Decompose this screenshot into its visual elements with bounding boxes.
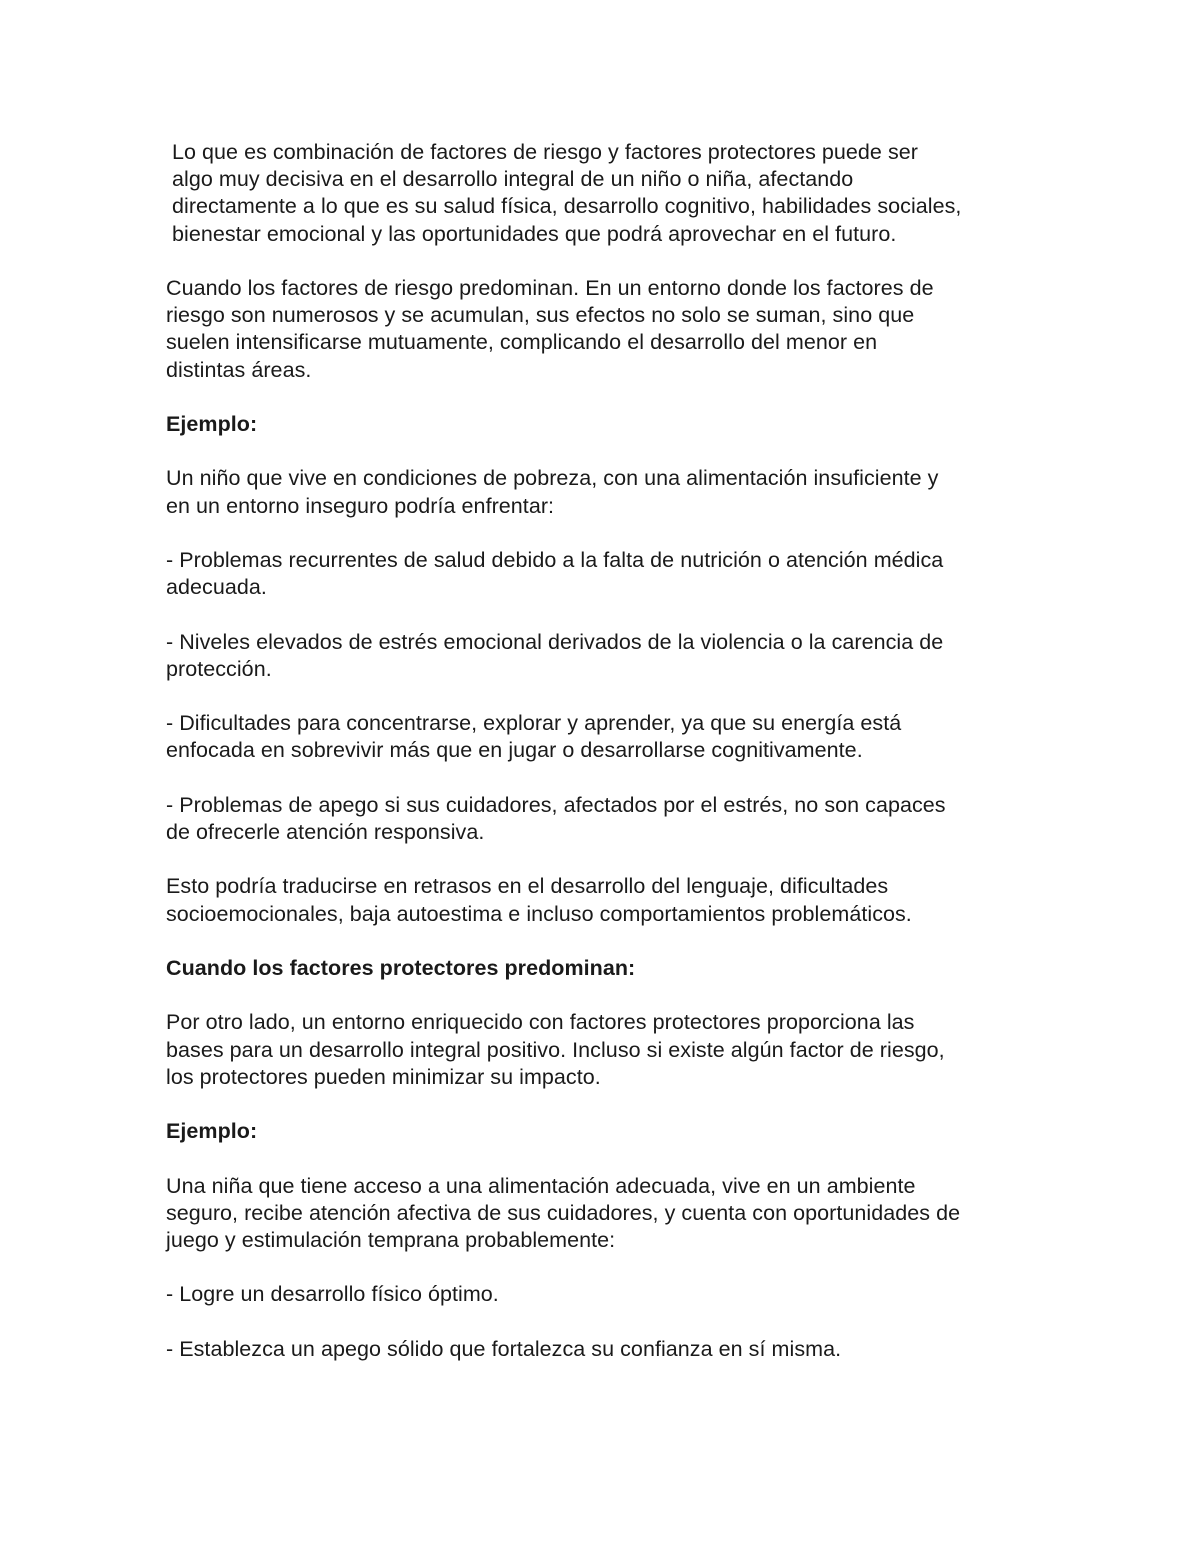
- text-line: juego y estimulación temprana probablemente:: [166, 1227, 616, 1252]
- example-heading-2: Ejemplo:: [166, 1119, 258, 1144]
- example-1-paragraph: [166, 465, 1046, 519]
- list-item: [166, 547, 1046, 601]
- intro-paragraph: [166, 139, 1046, 248]
- text-line: - Niveles elevados de estrés emocional derivados de la violencia o la carencia de: [166, 629, 944, 654]
- consequences-paragraph: [166, 873, 1046, 927]
- text-line: Lo que es combinación de factores de riesgo y factores protectores puede ser: [172, 140, 918, 164]
- list-item: [166, 710, 1046, 764]
- text-line: socioemocionales, baja autoestima e incluso comportamientos problemáticos.: [166, 901, 912, 926]
- text-line: Un niño que vive en condiciones de pobreza, con una alimentación insuficiente y: [166, 466, 939, 491]
- text-line: suelen intensificarse mutuamente, complicando el desarrollo del menor en: [166, 330, 878, 355]
- text-line: directamente a lo que es su salud física, desarrollo cognitivo, habilidades sociales,: [172, 194, 962, 219]
- text-line: en un entorno inseguro podría enfrentar:: [166, 493, 555, 518]
- text-line: riesgo son numerosos y se acumulan, sus efectos no solo se suman, sino que: [166, 303, 915, 328]
- text-line: los protectores pueden minimizar su impacto.: [166, 1064, 601, 1089]
- text-line: protección.: [166, 656, 272, 681]
- document-body: [166, 139, 1046, 1390]
- text-line: - Problemas de apego si sus cuidadores, afectados por el estrés, no son capaces: [166, 792, 946, 817]
- protective-factors-heading: Cuando los factores protectores predominan:: [166, 955, 636, 980]
- protective-factors-paragraph: [166, 1009, 1046, 1091]
- text-line: - Logre un desarrollo físico óptimo.: [166, 1282, 499, 1307]
- list-item: [166, 1336, 1046, 1363]
- text-line: enfocada en sobrevivir más que en jugar o desarrollarse cognitivamente.: [166, 738, 863, 763]
- text-line: Una niña que tiene acceso a una alimentación adecuada, vive en un ambiente: [166, 1173, 916, 1198]
- text-line: adecuada.: [166, 575, 267, 600]
- list-item: [166, 1281, 1046, 1308]
- text-line: - Establezca un apego sólido que fortalezca su confianza en sí misma.: [166, 1336, 842, 1361]
- text-line: Esto podría traducirse en retrasos en el desarrollo del lenguaje, dificultades: [166, 874, 889, 899]
- text-line: seguro, recibe atención afectiva de sus cuidadores, y cuenta con oportunidades de: [166, 1200, 961, 1225]
- example-2-paragraph: [166, 1173, 1046, 1255]
- text-line: - Problemas recurrentes de salud debido a la falta de nutrición o atención médica: [166, 547, 944, 572]
- text-line: Por otro lado, un entorno enriquecido con factores protectores proporciona las: [166, 1010, 915, 1035]
- text-line: algo muy decisiva en el desarrollo integral de un niño o niña, afectando: [172, 167, 854, 192]
- text-line: distintas áreas.: [166, 357, 312, 382]
- list-item: [166, 629, 1046, 683]
- text-line: - Dificultades para concentrarse, explorar y aprender, ya que su energía está: [166, 711, 902, 736]
- text-line: de ofrecerle atención responsiva.: [166, 819, 485, 844]
- text-line: Cuando los factores de riesgo predominan. En un entorno donde los factores de: [166, 276, 934, 300]
- text-line: bases para un desarrollo integral positivo. Incluso si existe algún factor de riesgo,: [166, 1037, 945, 1062]
- list-item: [166, 792, 1046, 846]
- text-line: bienestar emocional y las oportunidades que podrá aprovechar en el futuro.: [172, 221, 897, 246]
- example-heading-1: Ejemplo:: [166, 412, 258, 436]
- risk-factors-paragraph: [166, 275, 1046, 384]
